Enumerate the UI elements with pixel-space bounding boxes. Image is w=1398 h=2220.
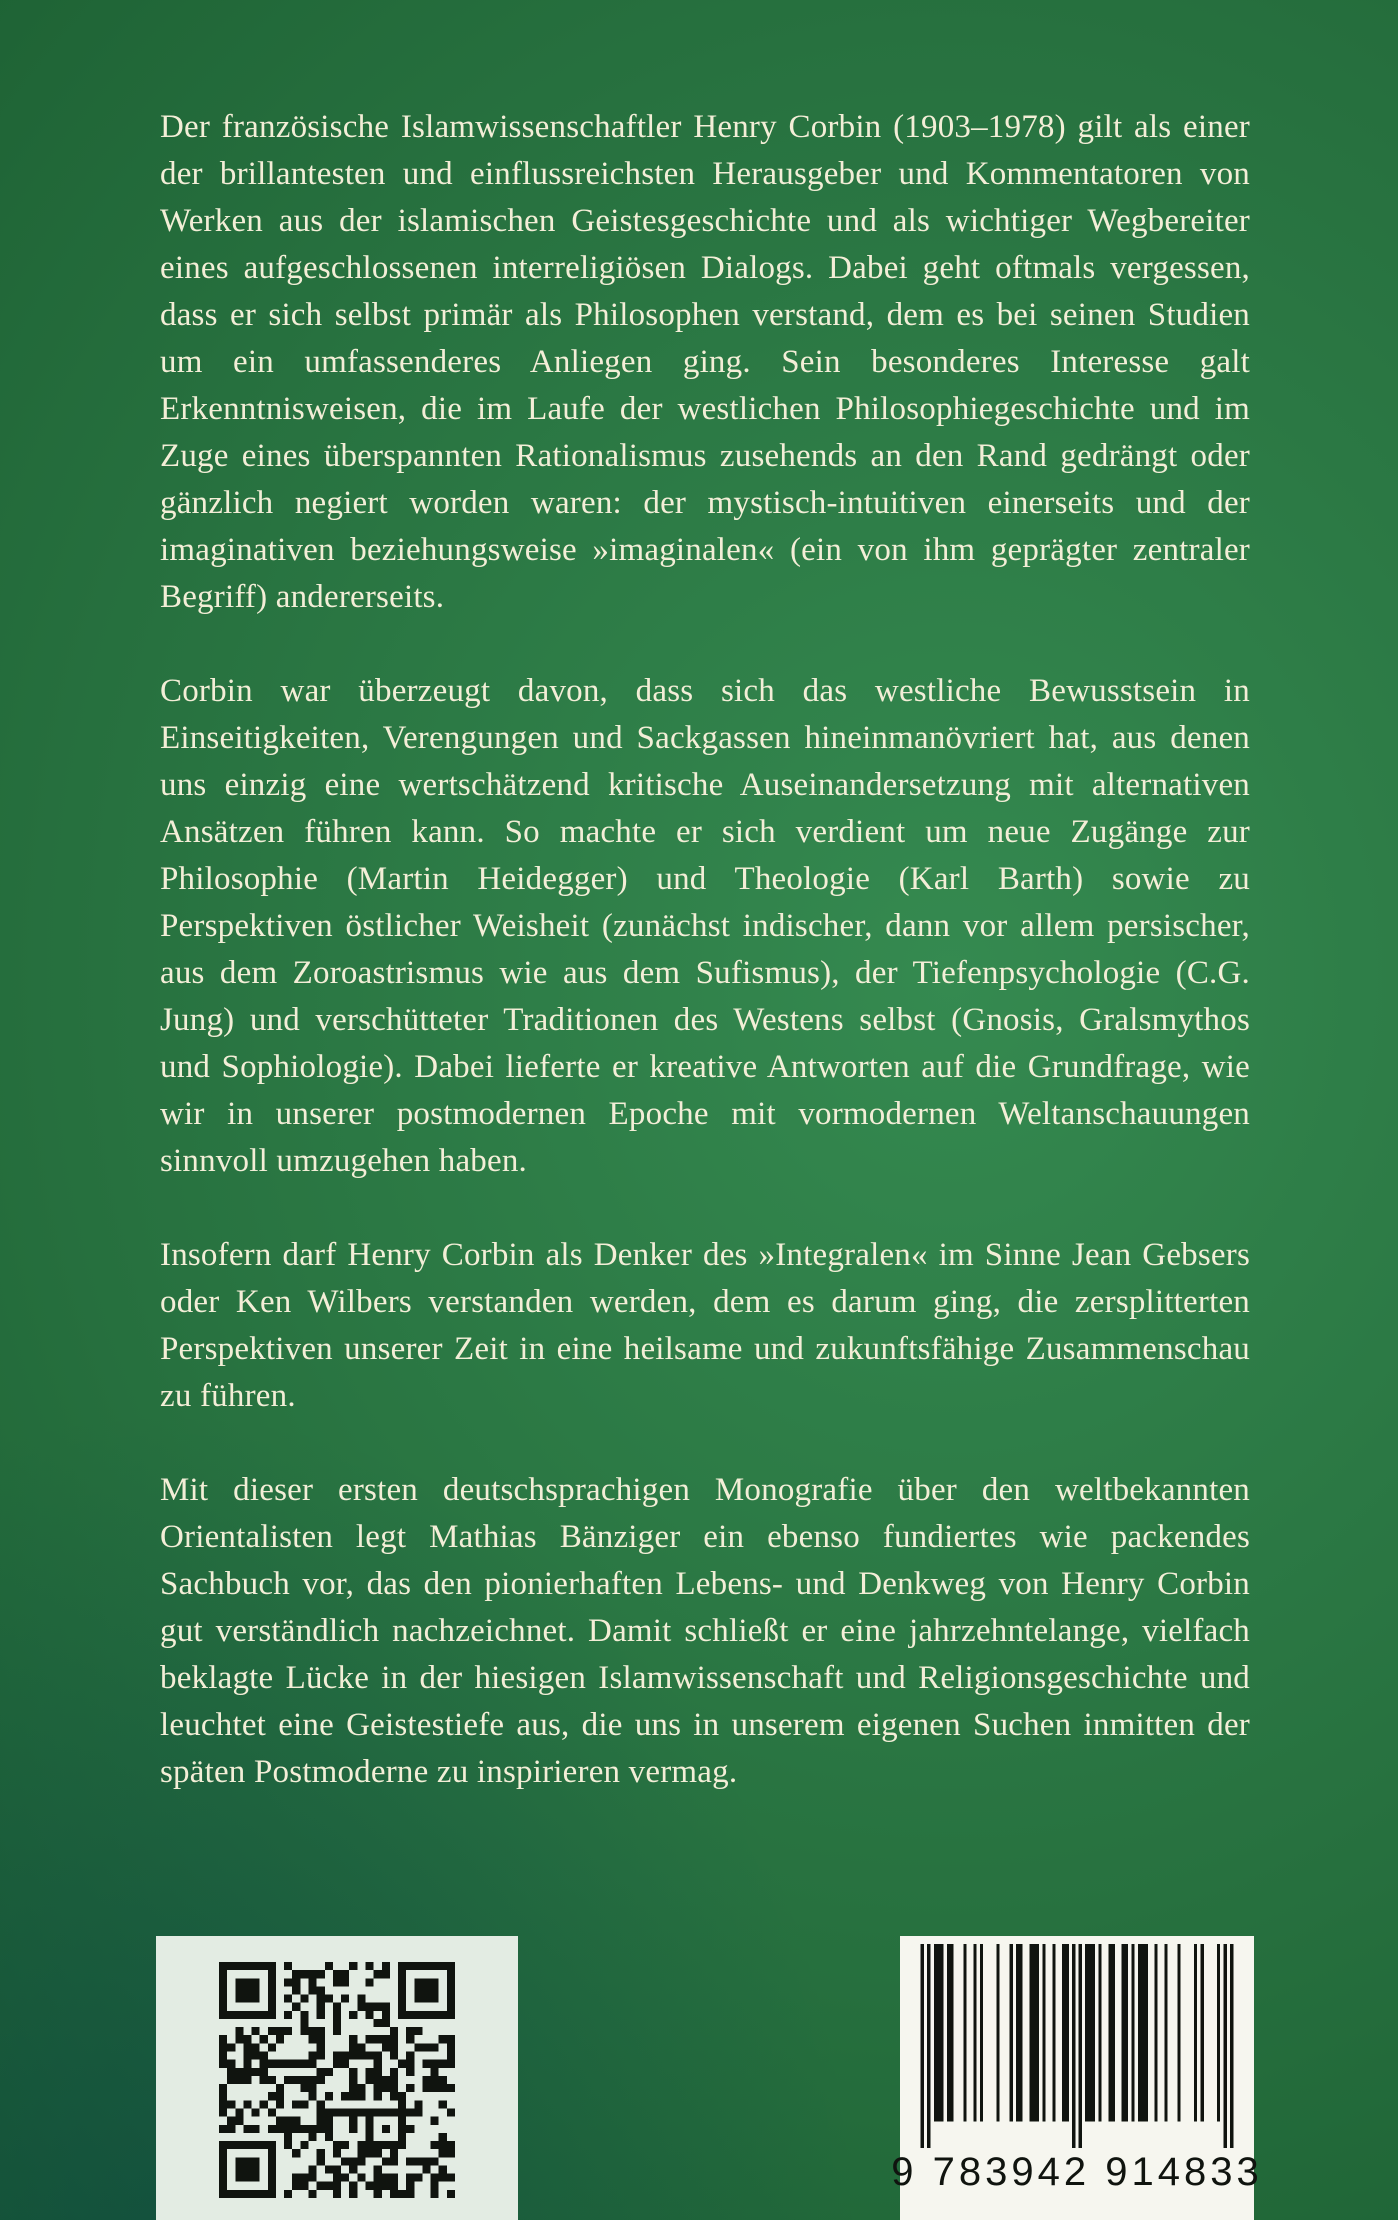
- isbn-number: 9 783942 914833: [891, 2150, 1263, 2194]
- qr-code-panel: [156, 1936, 518, 2220]
- back-cover-paragraph: Der französische Islamwissenschaftler Henry Corbin (1903–1978) gilt als einer der brillantesten und einflussreichsten Herausgeber und Kommentatoren von Werken aus der islamischen Geistesgeschichte und als wichtiger Wegbereiter eines aufgeschlossenen interreligiösen Dialogs. Dabei geht oftmals vergessen, dass er sich selbst primär als Philosophen verstand, dem es bei seinen Studien um ein umfassenderes Anliegen ging. Sein besonderes Interesse galt Erkenntnisweisen, die im Laufe der westlichen Philosophiegeschichte und im Zuge eines überspannten Rationalismus zusehends an den Rand gedrängt oder gänzlich negiert worden waren: der mystisch-intuitiven einerseits und der imaginativen beziehungsweise »imaginalen« (ein von ihm geprägter zentraler Begriff) andererseits.: [160, 109, 1250, 615]
- back-cover-paragraph: Insofern darf Henry Corbin als Denker des »Integralen« im Sinne Jean Gebsers oder Ken Wilbers verstanden werden, dem es darum ging, die zersplitterten Perspektiven unserer Zeit in eine heilsame und zukunftsfähige Zusammenschau zu führen.: [160, 1237, 1250, 1414]
- back-cover-text: [160, 104, 1250, 1843]
- back-cover-paragraph: Mit dieser ersten deutschsprachigen Monografie über den weltbekannten Orientalisten legt Mathias Bänziger ein ebenso fundiertes wie packendes Sachbuch vor, das den pionierhaften Lebens- und Denkweg von Henry Corbin gut verständlich nachzeichnet. Damit schließt er eine jahrzehntelange, vielfach beklagte Lücke in der hiesigen Islamwissenschaft und Religionsgeschichte und leuchtet eine Geistestiefe aus, die uns in unserem eigenen Suchen inmitten der späten Postmoderne zu inspirieren vermag.: [160, 1472, 1250, 1790]
- isbn-barcode-panel: [891, 1936, 1263, 2220]
- back-cover-paragraph: Corbin war überzeugt davon, dass sich das westliche Bewusstsein in Einseitigkeiten, Verengungen und Sackgassen hineinmanövriert hat, aus denen uns einzig eine wertschätzend kritische Auseinandersetzung mit alternativen Ansätzen führen kann. So machte er sich verdient um neue Zugänge zur Philosophie (Martin Heidegger) und Theologie (Karl Barth) sowie zu Perspektiven östlicher Weisheit (zunächst indischer, dann vor allem persischer, aus dem Zoroastrismus wie aus dem Sufismus), der Tiefenpsychologie (C.G. Jung) und verschütteter Traditionen des Westens selbst (Gnosis, Gralsmythos und Sophiologie). Dabei lieferte er kreative Antworten auf die Grundfrage, wie wir in unserer postmodernen Epoche mit vormodernen Weltanschauungen sinnvoll umzugehen haben.: [160, 673, 1250, 1179]
- qr-code-icon: [219, 1962, 455, 2198]
- ean-barcode-icon: [914, 1944, 1240, 2148]
